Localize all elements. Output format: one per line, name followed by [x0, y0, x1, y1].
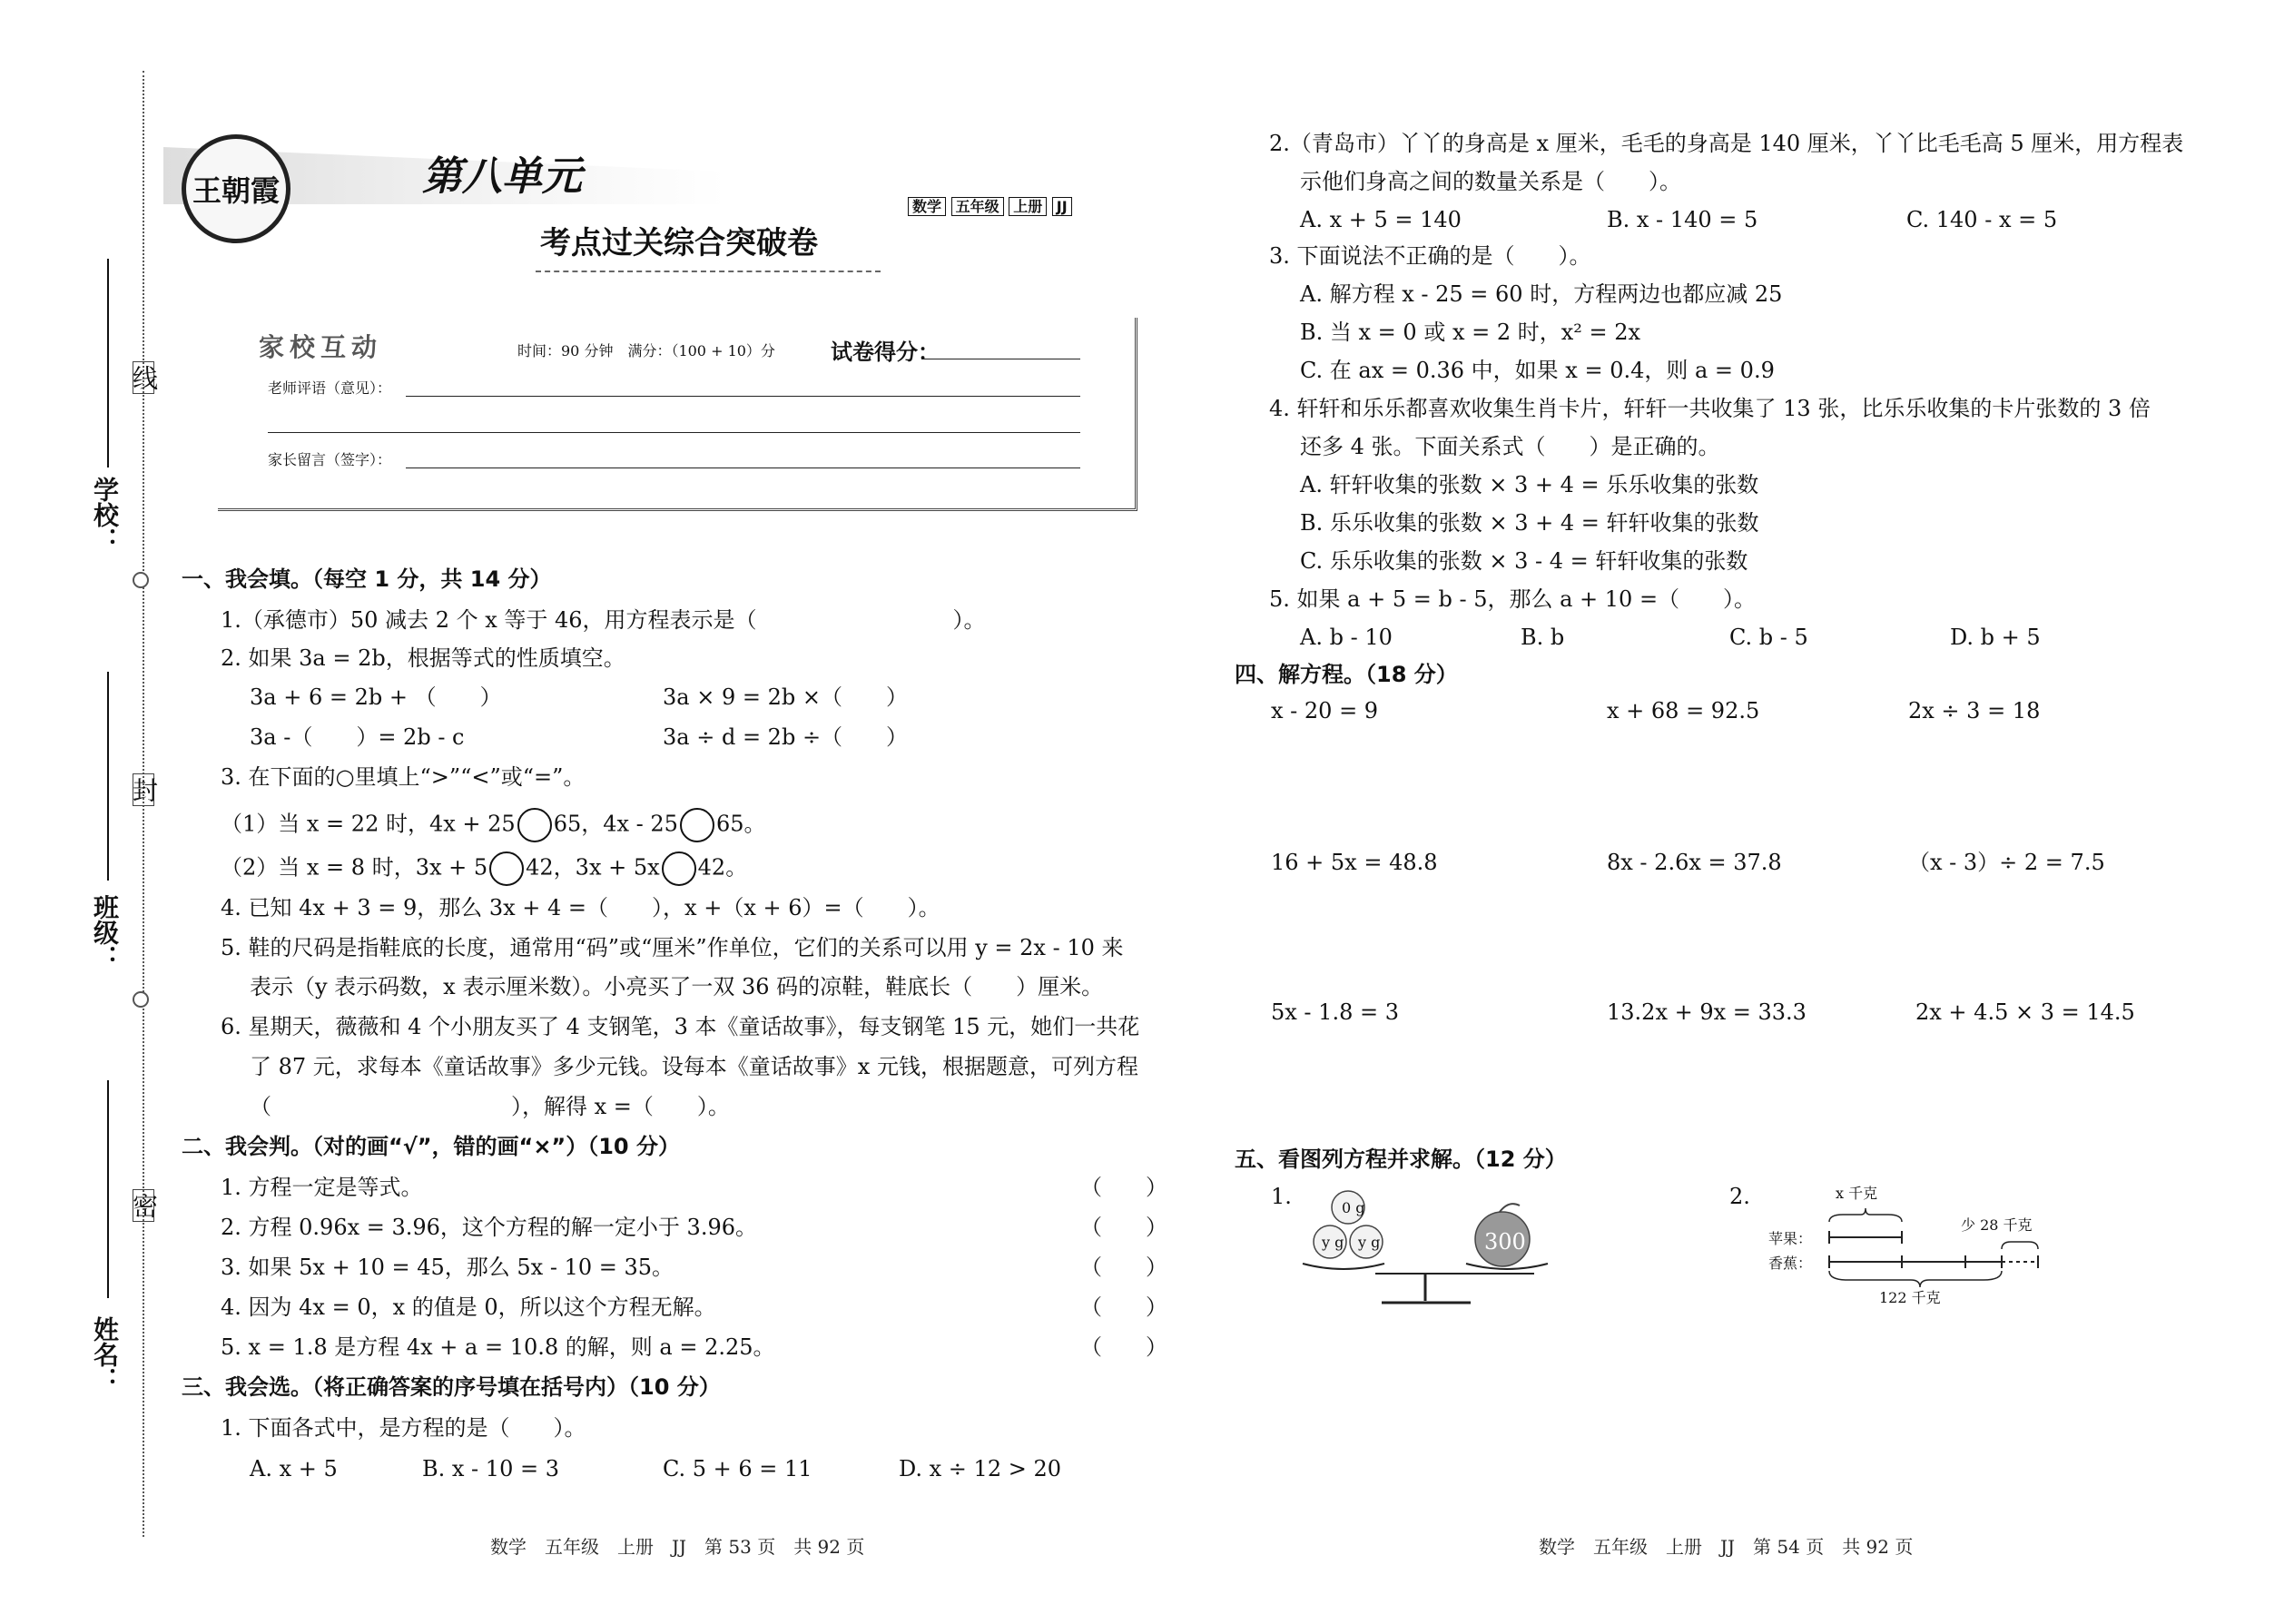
s4-eq-1: x - 20 = 9 — [1271, 698, 1379, 723]
teacher-comment-label: 老师评语（意见）： — [268, 379, 392, 397]
compare-circle[interactable] — [517, 808, 552, 842]
home-school-title: 家校互动 — [259, 332, 383, 362]
seal-mark-1: 线 — [133, 361, 154, 394]
total-label: 122 千克 — [1879, 1289, 1941, 1306]
s2-item-5: 5. x = 1.8 是方程 4x + a = 10.8 的解，则 a = 2.25。 — [221, 1334, 775, 1360]
s4-eq-2: x + 68 = 92.5 — [1607, 698, 1760, 723]
s3-q2-opt-b: B. x - 140 = 5 — [1607, 207, 1758, 232]
s3-q5: 5. 如果 a + 5 = b - 5，那么 a + 10 =（ ）。 — [1269, 586, 1757, 612]
s3-q4-line2: 还多 4 张。下面关系式（ ）是正确的。 — [1300, 434, 1720, 459]
s1-q6-line1: 6. 星期天，薇薇和 4 个小朋友买了 4 支钢笔，3 本《童话故事》，每支钢笔 15 元，她们一共花 — [221, 1014, 1140, 1039]
apple-amount-label: x 千克 — [1836, 1185, 1878, 1202]
s1-q1: 1.（承德市）50 减去 2 个 x 等于 46，用方程表示是（ ）。 — [221, 607, 986, 633]
s4-eq-3: 2x ÷ 3 = 18 — [1908, 698, 2041, 723]
class-label: 班级： — [90, 894, 120, 970]
s4-eq-6: （x - 3）÷ 2 = 7.5 — [1908, 850, 2105, 875]
s4-eq-8: 13.2x + 9x = 33.3 — [1607, 999, 1807, 1025]
tag-subject: 数学 — [908, 197, 946, 216]
teacher-comment-field-1[interactable] — [406, 396, 1080, 397]
name-label: 姓名： — [90, 1316, 120, 1393]
s2-answer-4[interactable]: （ ） — [1080, 1294, 1167, 1320]
seal-mark-3: 密 — [133, 1189, 154, 1222]
compare-circle[interactable] — [680, 808, 714, 842]
s2-item-2: 2. 方程 0.96x = 3.96，这个方程的解一定小于 3.96。 — [221, 1215, 757, 1240]
s2-item-4: 4. 因为 4x = 0，x 的值是 0，所以这个方程无解。 — [221, 1294, 716, 1320]
banana-label: 香蕉： — [1768, 1255, 1813, 1272]
s3-q2-line2: 示他们身高之间的数量关系是（ ）。 — [1300, 169, 1681, 194]
s1-q2b: 3a × 9 = 2b ×（ ） — [663, 684, 908, 710]
s1-q6-line2: 了 87 元，求每本《童话故事》多少元钱。设每本《童话故事》x 元钱，根据题意，可列方程 — [250, 1054, 1138, 1079]
section1-title: 一、我会填。（每空 1 分，共 14 分） — [182, 566, 552, 592]
s1-q2: 2. 如果 3a = 2b，根据等式的性质填空。 — [221, 645, 625, 671]
header-tags — [908, 198, 1072, 216]
s3-q1: 1. 下面各式中，是方程的是（ ）。 — [221, 1415, 586, 1441]
s2-item-3: 3. 如果 5x + 10 = 45，那么 5x - 10 = 35。 — [221, 1255, 674, 1280]
footer-right: 数学 五年级 上册 JJ 第 54 页 共 92 页 — [1539, 1536, 1914, 1558]
s3-q1-opt-d: D. x ÷ 12 > 20 — [899, 1456, 1061, 1481]
s3-q5-opt-b: B. b — [1521, 625, 1565, 650]
s3-q1-opt-b: B. x - 10 = 3 — [422, 1456, 559, 1481]
s2-answer-1[interactable]: （ ） — [1080, 1175, 1167, 1200]
s1-q5-line1: 5. 鞋的尺码是指鞋底的长度，通常用“码”或“厘米”作单位，它们的关系可以用 y = 2x - 10 来 — [221, 935, 1124, 960]
footer-left: 数学 五年级 上册 JJ 第 53 页 共 92 页 — [490, 1536, 865, 1558]
weight-right: 300 g — [1484, 1229, 1547, 1255]
exam-time-info: 时间：90 分钟 满分：（100 + 10）分 — [517, 342, 775, 359]
s4-eq-4: 16 + 5x = 48.8 — [1271, 850, 1438, 875]
s4-eq-9: 2x + 4.5 × 3 = 14.5 — [1915, 999, 2135, 1025]
s3-q4-opt-b: B. 乐乐收集的张数 × 3 + 4 = 轩轩收集的张数 — [1300, 510, 1759, 536]
parent-comment-label: 家长留言（签字）： — [268, 451, 392, 468]
s4-eq-5: 8x - 2.6x = 37.8 — [1607, 850, 1782, 875]
s2-item-1: 1. 方程一定是等式。 — [221, 1175, 423, 1200]
exam-subtitle: 考点过关综合突破卷 — [540, 225, 818, 261]
weight-left-1: 0 g — [1342, 1199, 1365, 1216]
s5-q1-number: 1. — [1271, 1184, 1292, 1209]
s3-q2-opt-a: A. x + 5 = 140 — [1300, 207, 1462, 232]
s1-q3b: （2）当 x = 8 时，3x + 5 42，3x + 5x 42。 — [221, 851, 747, 886]
s2-answer-2[interactable]: （ ） — [1080, 1215, 1167, 1240]
section4-title: 四、解方程。（18 分） — [1235, 662, 1458, 687]
binding-hole-1 — [133, 572, 149, 588]
s3-q3: 3. 下面说法不正确的是（ ）。 — [1269, 243, 1591, 269]
weight-left-3: y g — [1358, 1234, 1381, 1251]
section3-title: 三、我会选。（将正确答案的序号填在括号内）（10 分） — [182, 1374, 721, 1400]
tag-grade: 五年级 — [951, 197, 1004, 216]
subtitle-underline — [536, 271, 881, 272]
apple-label: 苹果： — [1768, 1230, 1813, 1247]
s3-q1-opt-a: A. x + 5 — [250, 1456, 338, 1481]
school-field[interactable] — [107, 259, 109, 468]
tag-volume: 上册 — [1009, 197, 1047, 216]
compare-circle[interactable] — [489, 851, 524, 886]
seal-mark-2: 封 — [133, 773, 154, 806]
binding-hole-2 — [133, 991, 149, 1008]
s3-q5-opt-a: A. b - 10 — [1300, 625, 1393, 650]
tag-edition: JJ — [1052, 197, 1072, 216]
s2-answer-5[interactable]: （ ） — [1080, 1334, 1167, 1360]
s3-q3-opt-a: A. 解方程 x - 25 = 60 时，方程两边也都应减 25 — [1300, 281, 1783, 307]
compare-circle[interactable] — [662, 851, 696, 886]
s1-q4: 4. 已知 4x + 3 = 9，那么 3x + 4 =（ ），x +（x + 6）=（ ）。 — [221, 895, 940, 920]
s3-q3-opt-c: C. 在 ax = 0.36 中，如果 x = 0.4，则 a = 0.9 — [1300, 358, 1775, 383]
s3-q4-opt-a: A. 轩轩收集的张数 × 3 + 4 = 乐乐收集的张数 — [1300, 472, 1759, 497]
s3-q5-opt-d: D. b + 5 — [1950, 625, 2041, 650]
s3-q2-opt-c: C. 140 - x = 5 — [1906, 207, 2058, 232]
s1-q2c: 3a -（ ）= 2b - c — [250, 724, 465, 750]
school-label: 学校： — [90, 477, 120, 553]
s4-eq-7: 5x - 1.8 = 3 — [1271, 999, 1399, 1025]
s3-q2-line1: 2.（青岛市）丫丫的身高是 x 厘米，毛毛的身高是 140 厘米，丫丫比毛毛高 5 厘米，用方程表 — [1269, 131, 2184, 156]
teacher-comment-field-2[interactable] — [268, 432, 1080, 433]
s3-q1-opt-c: C. 5 + 6 = 11 — [663, 1456, 812, 1481]
less-label: 少 28 千克 — [1961, 1216, 2033, 1234]
s3-q4-opt-c: C. 乐乐收集的张数 × 3 - 4 = 轩轩收集的张数 — [1300, 548, 1748, 574]
s1-q2d: 3a ÷ d = 2b ÷（ ） — [663, 724, 909, 750]
score-label: 试卷得分： — [831, 340, 940, 365]
unit-title: 第八单元 — [422, 153, 582, 200]
name-field[interactable] — [107, 1080, 109, 1298]
s1-q5-line2: 表示（y 表示码数，x 表示厘米数）。小亮买了一双 36 码的凉鞋，鞋底长（ ）厘米。 — [250, 974, 1104, 999]
s3-q4-line1: 4. 轩轩和乐乐都喜欢收集生肖卡片，轩轩一共收集了 13 张，比乐乐收集的卡片张数的 3 倍 — [1269, 396, 2151, 421]
weight-left-2: y g — [1322, 1234, 1344, 1251]
section5-title: 五、看图列方程并求解。（12 分） — [1235, 1147, 1567, 1172]
s1-q3: 3. 在下面的○里填上“>”“<”或“=”。 — [221, 764, 586, 790]
class-field[interactable] — [107, 672, 109, 881]
s1-q3a: （1）当 x = 22 时，4x + 25 65，4x - 25 65。 — [221, 808, 765, 842]
s3-q3-opt-b: B. 当 x = 0 或 x = 2 时，x² = 2x — [1300, 320, 1641, 345]
s2-answer-3[interactable]: （ ） — [1080, 1255, 1167, 1280]
s1-q6-line3: （ ），解得 x =（ ）。 — [250, 1094, 730, 1119]
s3-q5-opt-c: C. b - 5 — [1729, 625, 1808, 650]
publisher-logo: 王朝霞 — [182, 134, 290, 243]
s1-q2a: 3a + 6 = 2b + （ ） — [250, 684, 502, 710]
s5-q2-number: 2. — [1729, 1184, 1750, 1209]
section2-title: 二、我会判。（对的画“√”，错的画“×”）（10 分） — [182, 1134, 680, 1159]
